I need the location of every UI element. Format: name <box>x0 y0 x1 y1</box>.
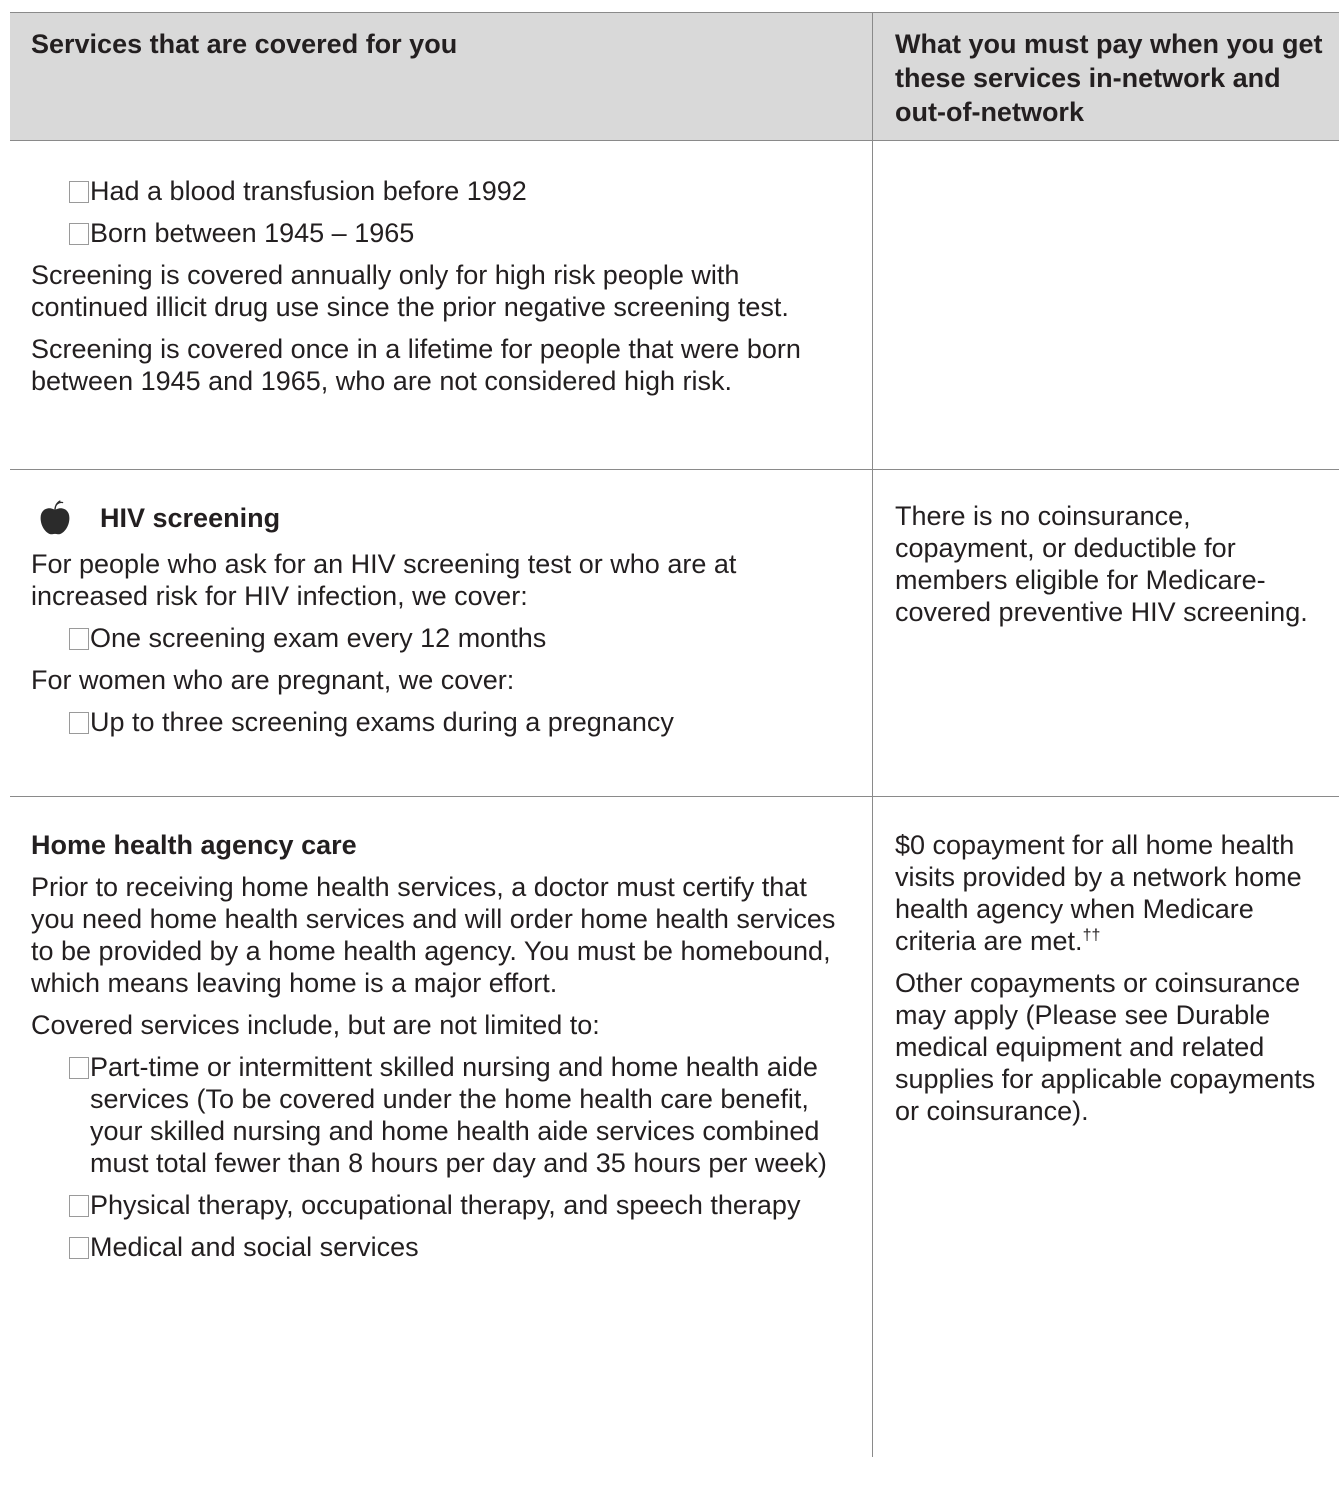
section-title: Home health agency care <box>31 830 357 860</box>
cost-text: Other copayments or coinsurance may apply (Please see Durable medical equipment and related supplies for applicable copayments or coinsurance). <box>895 968 1316 1126</box>
header-services-covered: Services that are covered for you <box>10 13 873 140</box>
paragraph: Prior to receiving home health services, a doctor must certify that you need home health services and will order home health services to be provided by a home health agency. You must be homebound, which means leaving home is a major effort. <box>31 872 836 998</box>
header-what-you-pay: What you must pay when you get these services in-network and out-of-network <box>895 29 1323 127</box>
list-item <box>31 217 852 249</box>
list-item-text: Born between 1945 – 1965 <box>90 218 415 248</box>
bullet-box-icon <box>69 223 89 245</box>
list-item <box>31 1231 852 1263</box>
list-item <box>31 622 852 654</box>
list-item <box>31 175 852 207</box>
bullet-box-icon <box>69 1057 89 1079</box>
apple-icon <box>35 500 75 536</box>
cost-text <box>895 829 1329 957</box>
list-item-text: Had a blood transfusion before 1992 <box>90 176 527 206</box>
list-item-text: Medical and social services <box>90 1232 419 1262</box>
list-item <box>31 1051 852 1179</box>
paragraph: For people who ask for an HIV screening test or who are at increased risk for HIV infection, we cover: <box>31 549 737 611</box>
paragraph: Screening is covered once in a lifetime for people that were born between 1945 and 1965, who are not considered high risk. <box>31 334 801 396</box>
bullet-box-icon <box>69 181 89 203</box>
row2-cost-cell <box>873 470 1339 796</box>
bullet-box-icon <box>69 1237 89 1259</box>
cost-text: There is no coinsurance, copayment, or deductible for members eligible for Medicare-covered preventive HIV screening. <box>895 501 1308 627</box>
list-item-text: One screening exam every 12 months <box>90 623 547 653</box>
section-title: HIV screening <box>100 503 281 533</box>
table-row-hiv-screening <box>10 470 1339 797</box>
list-item <box>31 706 852 738</box>
row3-services-cell <box>10 797 873 1457</box>
bullet-box-icon <box>69 628 89 650</box>
bullet-box-icon <box>69 712 89 734</box>
table-header-row <box>10 13 1339 141</box>
row2-services-cell <box>10 470 873 796</box>
paragraph: For women who are pregnant, we cover: <box>31 665 515 695</box>
row3-cost-cell <box>873 797 1339 1457</box>
list-item-text: Part-time or intermittent skilled nursing and home health aide services (To be covered under the home health care benefit, your skilled nursing and home health aide services combined must total fewer than 8 hours per day and 35 hours per week) <box>90 1052 827 1178</box>
row1-cost-cell <box>873 141 1339 469</box>
bullet-box-icon <box>69 1195 89 1217</box>
table-row-hepatitis-c-continued <box>10 141 1339 470</box>
benefits-table <box>10 12 1339 1457</box>
list-item-text: Physical therapy, occupational therapy, and speech therapy <box>90 1190 801 1220</box>
paragraph: Screening is covered annually only for high risk people with continued illicit drug use since the prior negative screening test. <box>31 260 789 322</box>
row1-services-cell <box>10 141 873 469</box>
footnote-marker: †† <box>1082 927 1101 944</box>
list-item <box>31 1189 852 1221</box>
hiv-screening-heading <box>31 500 852 536</box>
table-row-home-health <box>10 797 1339 1457</box>
paragraph: Covered services include, but are not limited to: <box>31 1010 600 1040</box>
cost-text-main: $0 copayment for all home health visits provided by a network home health agency when Medicare criteria are met. <box>895 830 1302 956</box>
list-item-text: Up to three screening exams during a pregnancy <box>90 707 674 737</box>
